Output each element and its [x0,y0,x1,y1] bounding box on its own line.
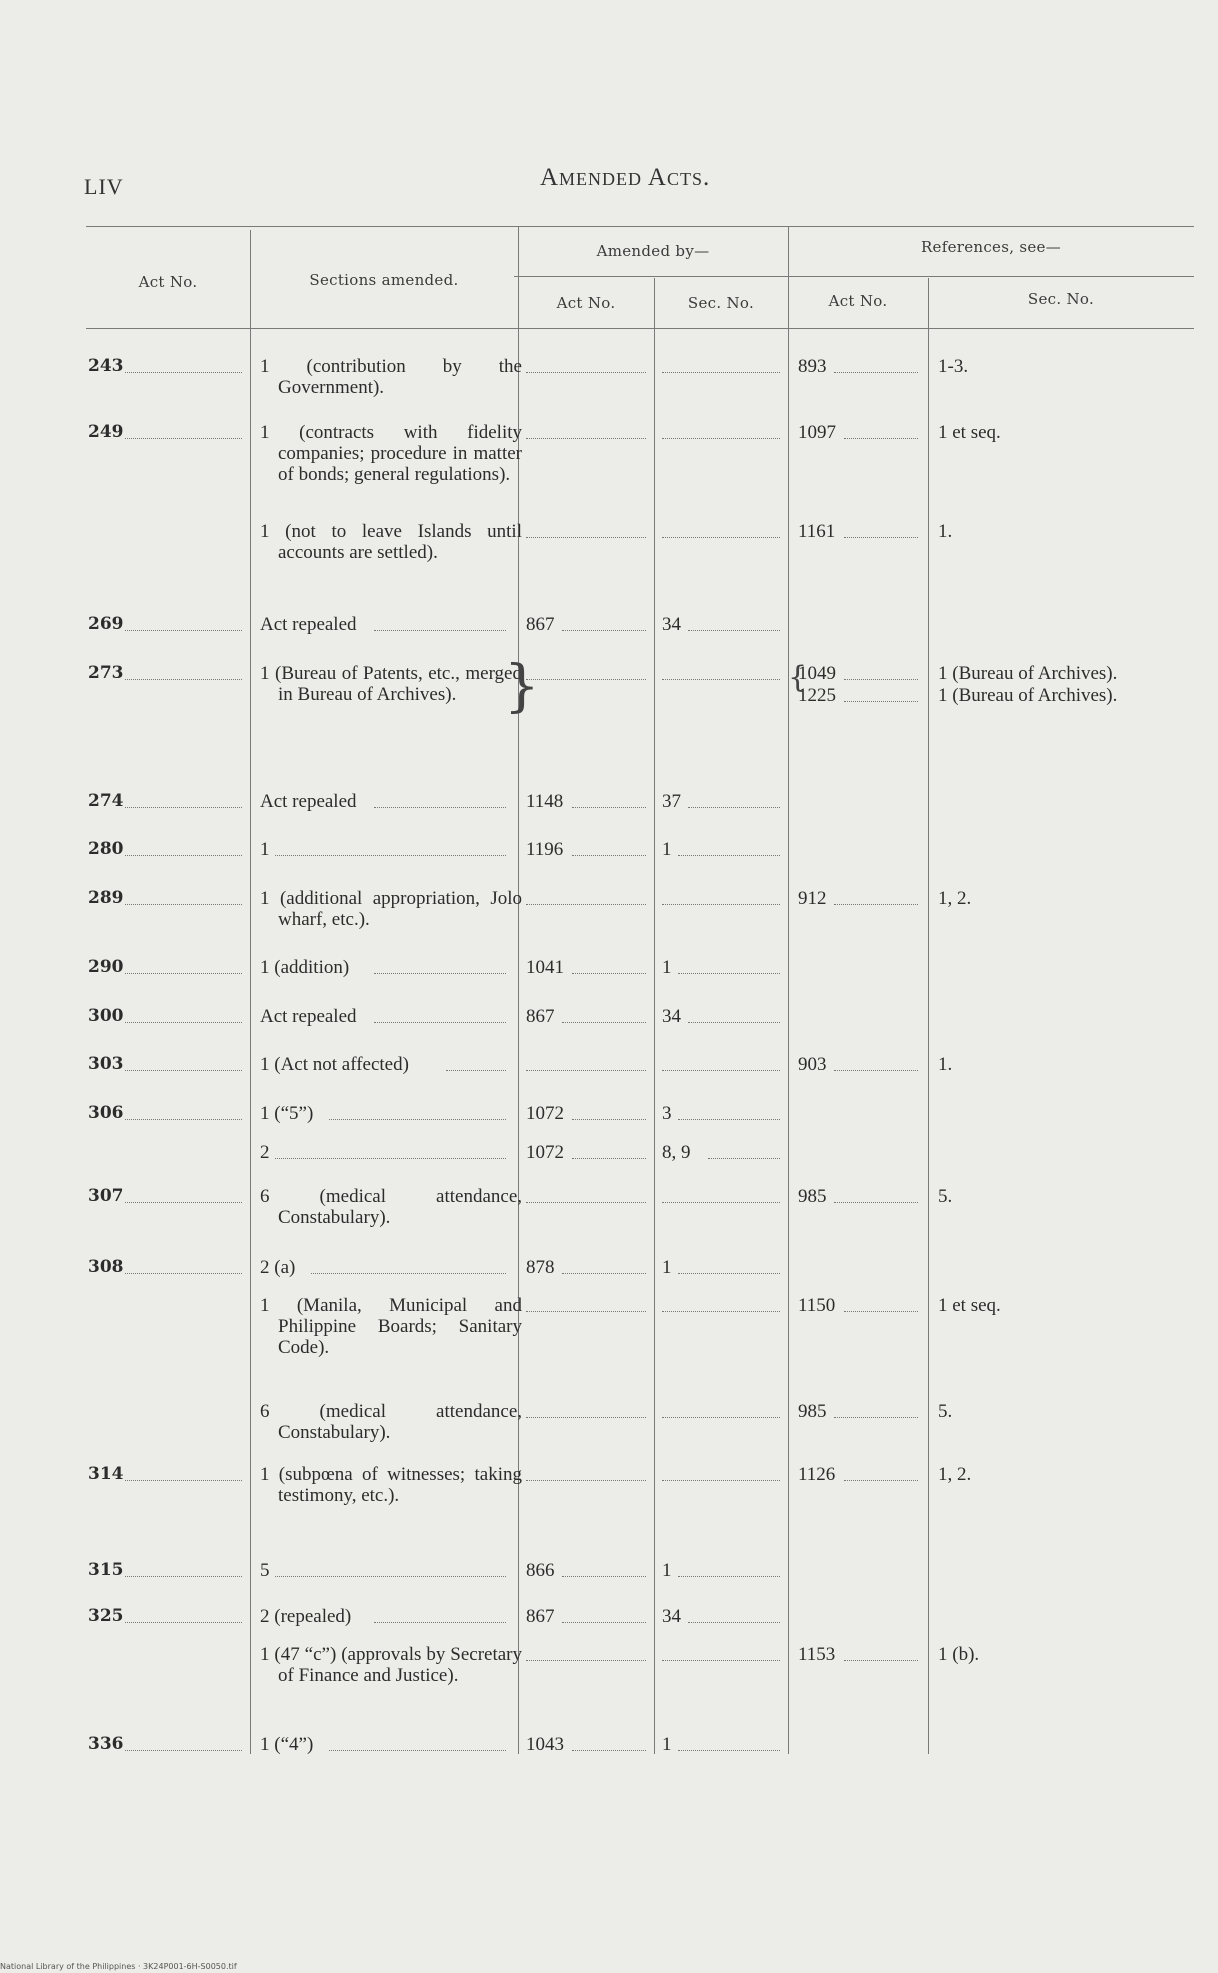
act-number: 306 [88,1103,124,1123]
dot-leader [688,630,780,631]
dot-leader [526,537,646,538]
table-row [86,1401,1194,1402]
dot-leader [125,1480,242,1481]
dot-leader [125,1022,242,1023]
reference-sec-no: 5. [938,1401,953,1422]
dot-leader [662,438,780,439]
dot-leader [688,1022,780,1023]
dot-leader [526,904,646,905]
dot-leader [374,973,506,974]
amended-by-sec-no: 1 [662,957,672,978]
dot-leader [526,1660,646,1661]
dot-leader [834,372,918,373]
sections-amended: Act repealed [260,791,357,812]
sections-amended: 2 [260,1142,270,1163]
table-row [86,1606,1194,1607]
dot-leader [125,973,242,974]
act-number: 315 [88,1560,124,1580]
brace-right: } [504,654,540,719]
dot-leader [125,1273,242,1274]
dot-leader [662,1660,780,1661]
reference-act-no: 985 [798,1401,827,1422]
table-row [86,521,1194,522]
dot-leader [678,1576,780,1577]
act-number: 325 [88,1606,124,1626]
amended-by-act-no: 866 [526,1560,555,1581]
sections-amended: 1 (contracts with fidelity companies; procedure in matter of bonds; general regulations). [260,422,522,485]
dot-leader [572,1119,646,1120]
amended-by-sec-no: 34 [662,1606,681,1627]
table-row [86,422,1194,423]
dot-leader [526,1480,646,1481]
act-number: 307 [88,1186,124,1206]
amended-by-act-no: 867 [526,1006,555,1027]
act-number: 308 [88,1257,124,1277]
reference-act-no: 1049 [798,663,836,684]
dot-leader [125,372,242,373]
dot-leader [844,1480,918,1481]
act-number: 269 [88,614,124,634]
sections-amended: 2 (a) [260,1257,296,1278]
amended-by-sec-no: 34 [662,1006,681,1027]
dot-leader [275,1158,506,1159]
table-row [86,888,1194,889]
amended-by-sec-no: 1 [662,1734,672,1755]
dot-leader [834,1070,918,1071]
sections-amended: 1 (subpœna of witnesses; taking testimony, etc.). [260,1464,522,1506]
dot-leader [662,679,780,680]
amended-acts-table [86,226,1194,1755]
header-references-act-no: Act No. [828,292,888,310]
sections-amended: 1 (contribution by the Government). [260,356,522,398]
sections-amended: 1 [260,839,270,860]
act-number: 314 [88,1464,124,1484]
act-number: 336 [88,1734,124,1754]
dot-leader [275,1576,506,1577]
table-row [86,1103,1194,1104]
act-number: 303 [88,1054,124,1074]
table-row [86,356,1194,357]
amended-by-sec-no: 37 [662,791,681,812]
reference-sec-no: 1 (Bureau of Archives). [938,685,1118,706]
dot-leader [662,1311,780,1312]
amended-by-act-no: 1072 [526,1142,564,1163]
dot-leader [526,1070,646,1071]
dot-leader [562,630,646,631]
header-amended-by-sec-no: Sec. No. [687,294,755,312]
dot-leader [125,438,242,439]
page-folio: LIV [84,174,124,199]
reference-sec-no: 1 et seq. [938,422,1001,443]
sections-amended: 1 (addition) [260,957,350,978]
column-rule [654,278,655,1754]
brace-left: { [788,660,808,695]
dot-leader [662,372,780,373]
table-row [86,1186,1194,1187]
dot-leader [125,630,242,631]
dot-leader [708,1158,780,1159]
amended-by-sec-no: 8, 9 [662,1142,691,1163]
reference-act-no: 893 [798,356,827,377]
dot-leader [125,807,242,808]
amended-by-act-no: 867 [526,1606,555,1627]
sections-amended: 5 [260,1560,270,1581]
header-act-no: Act No. [138,273,198,291]
running-title: Amended Acts. [540,164,711,191]
act-number: 300 [88,1006,124,1026]
dot-leader [678,1119,780,1120]
column-rule [788,226,789,1754]
reference-sec-no: 1. [938,521,953,542]
reference-act-no: 1150 [798,1295,836,1316]
dot-leader [688,807,780,808]
dot-leader [125,1622,242,1623]
sections-amended: 1 (not to leave Islands until accounts are settled). [260,521,522,563]
dot-leader [374,807,506,808]
header-references-sec-no: Sec. No. [1027,290,1095,308]
table-top-rule [86,226,1194,227]
header-amended-by: Amended by— [596,242,710,260]
dot-leader [562,1576,646,1577]
dot-leader [125,855,242,856]
act-number: 290 [88,957,124,977]
reference-act-no: 1225 [798,685,836,706]
act-number: 289 [88,888,124,908]
dot-leader [526,679,646,680]
amended-by-sec-no: 1 [662,1560,672,1581]
dot-leader [844,1660,918,1661]
sections-amended: 1 (Bureau of Patents, etc., merged in Bureau of Archives). [260,663,522,705]
dot-leader [311,1273,506,1274]
header-bottom-rule [86,328,1194,329]
dot-leader [572,1158,646,1159]
table-row [86,957,1194,958]
amended-by-act-no: 878 [526,1257,555,1278]
table-row [86,1054,1194,1055]
dot-leader [125,1070,242,1071]
sections-amended: 1 (47 “c”) (approvals by Secretary of Finance and Justice). [260,1644,522,1686]
sections-amended: 6 (medical attendance, Constabulary). [260,1186,522,1228]
sections-amended: Act repealed [260,614,357,635]
dot-leader [374,630,506,631]
table-row [86,1464,1194,1465]
dot-leader [275,855,506,856]
table-row [86,1295,1194,1296]
dot-leader [572,973,646,974]
column-rule [928,278,929,1754]
amended-by-act-no: 1196 [526,839,564,860]
table-row [86,791,1194,792]
sections-amended: 2 (repealed) [260,1606,352,1627]
table-row [86,1734,1194,1735]
reference-sec-no: 1-3. [938,356,969,377]
dot-leader [662,1417,780,1418]
table-row [86,614,1194,615]
sections-amended: Act repealed [260,1006,357,1027]
dot-leader [562,1622,646,1623]
act-number: 249 [88,422,124,442]
amended-by-sec-no: 34 [662,614,681,635]
dot-leader [562,1273,646,1274]
dot-leader [662,904,780,905]
reference-act-no: 985 [798,1186,827,1207]
reference-act-no: 1126 [798,1464,836,1485]
dot-leader [678,855,780,856]
dot-leader [374,1622,506,1623]
dot-leader [844,438,918,439]
dot-leader [844,701,918,702]
amended-by-sec-no: 1 [662,839,672,860]
sections-amended: 1 (“4”) [260,1734,314,1755]
dot-leader [662,1070,780,1071]
reference-act-no: 912 [798,888,827,909]
dot-leader [526,438,646,439]
header-sections-amended: Sections amended. [309,271,459,289]
act-number: 280 [88,839,124,859]
header-amended-by-act-no: Act No. [556,294,616,312]
dot-leader [834,1202,918,1203]
table-row [86,1257,1194,1258]
sections-amended: 1 (“5”) [260,1103,314,1124]
amended-by-act-no: 1043 [526,1734,564,1755]
table-row [86,1644,1194,1645]
reference-act-no: 1161 [798,521,836,542]
reference-sec-no: 1, 2. [938,1464,972,1485]
table-row [86,1560,1194,1561]
table-row [86,839,1194,840]
dot-leader [844,679,918,680]
sections-amended: 1 (Manila, Municipal and Philippine Boards; Sanitary Code). [260,1295,522,1358]
reference-act-no: 1153 [798,1644,836,1665]
table-row [86,1006,1194,1007]
dot-leader [329,1750,506,1751]
dot-leader [374,1022,506,1023]
sections-amended: 1 (additional appropriation, Jolo wharf, etc.). [260,888,522,930]
amended-by-act-no: 867 [526,614,555,635]
dot-leader [844,537,918,538]
act-number: 243 [88,356,124,376]
reference-sec-no: 1 (Bureau of Archives). [938,663,1118,684]
dot-leader [125,904,242,905]
dot-leader [446,1070,506,1071]
dot-leader [844,1311,918,1312]
dot-leader [678,1273,780,1274]
act-number: 273 [88,663,124,683]
reference-act-no: 903 [798,1054,827,1075]
dot-leader [125,1576,242,1577]
dot-leader [526,1202,646,1203]
dot-leader [562,1022,646,1023]
amended-by-act-no: 1148 [526,791,564,812]
dot-leader [572,855,646,856]
dot-leader [834,904,918,905]
amended-by-act-no: 1072 [526,1103,564,1124]
dot-leader [662,1480,780,1481]
dot-leader [125,1119,242,1120]
header-references: References, see— [920,238,1062,256]
dot-leader [526,1417,646,1418]
dot-leader [834,1417,918,1418]
reference-sec-no: 1 et seq. [938,1295,1001,1316]
dot-leader [125,1202,242,1203]
reference-act-no: 1097 [798,422,836,443]
dot-leader [678,1750,780,1751]
dot-leader [662,537,780,538]
dot-leader [329,1119,506,1120]
reference-sec-no: 1, 2. [938,888,972,909]
amended-by-sec-no: 3 [662,1103,672,1124]
dot-leader [526,1311,646,1312]
dot-leader [572,1750,646,1751]
sections-amended: 6 (medical attendance, Constabulary). [260,1401,522,1443]
amended-by-sec-no: 1 [662,1257,672,1278]
header-subrule [514,276,1194,277]
dot-leader [678,973,780,974]
dot-leader [526,372,646,373]
dot-leader [125,679,242,680]
dot-leader [572,807,646,808]
scan-footer-note: National Library of the Philippines · 3K24P001-6H-S0050.tif [0,1962,237,1971]
reference-sec-no: 1. [938,1054,953,1075]
dot-leader [125,1750,242,1751]
reference-sec-no: 1 (b). [938,1644,980,1665]
sections-amended: 1 (Act not affected) [260,1054,409,1075]
reference-sec-no: 5. [938,1186,953,1207]
dot-leader [688,1622,780,1623]
act-number: 274 [88,791,124,811]
column-rule [250,230,251,1754]
amended-by-act-no: 1041 [526,957,564,978]
table-row [86,1142,1194,1143]
dot-leader [662,1202,780,1203]
